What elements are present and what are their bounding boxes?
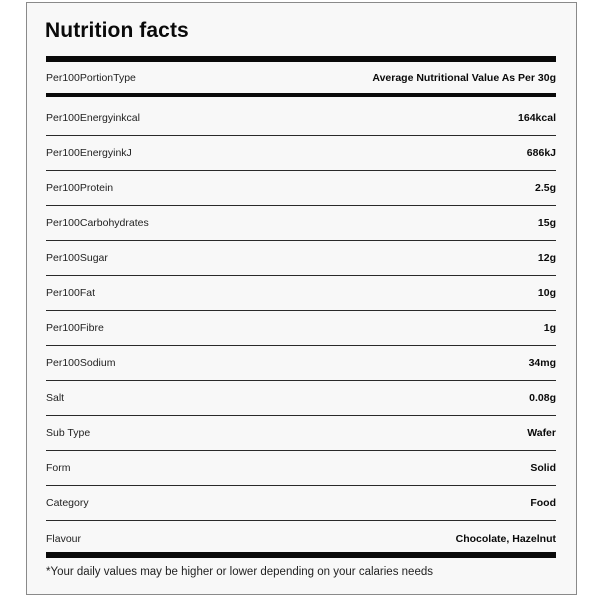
row-value: Chocolate, Hazelnut <box>455 532 556 545</box>
row-label: Per100Protein <box>46 182 114 194</box>
row-value: Wafer <box>527 427 556 439</box>
row-value: Food <box>530 497 556 509</box>
nutrition-row <box>46 451 556 486</box>
daily-values-footnote: *Your daily values may be higher or lower depending on your calaries needs <box>46 566 433 578</box>
row-label: Per100Fibre <box>46 322 104 334</box>
row-value: 15g <box>537 217 556 229</box>
nutrition-facts-panel <box>26 2 577 595</box>
portion-header-row <box>46 62 556 97</box>
nutrition-row <box>46 276 556 311</box>
row-label: Per100Fat <box>46 287 96 299</box>
nutrition-row <box>46 206 556 241</box>
row-label: Per100Carbohydrates <box>46 217 149 229</box>
row-value: 164kcal <box>518 112 556 124</box>
row-value: 34mg <box>528 357 556 369</box>
row-value: 2.5g <box>534 182 556 194</box>
nutrition-row <box>46 346 556 381</box>
nutrition-title: Nutrition facts <box>45 19 189 42</box>
row-label: Per100Sugar <box>46 252 108 264</box>
row-label: Category <box>46 497 89 509</box>
row-label: Per100EnergyinkJ <box>46 147 132 159</box>
nutrition-row <box>46 136 556 171</box>
nutrition-row <box>46 171 556 206</box>
nutrition-row <box>46 486 556 521</box>
row-label: Salt <box>46 392 65 404</box>
row-value: 686kJ <box>526 147 556 159</box>
row-label: Sub Type <box>46 427 91 439</box>
nutrition-row <box>46 381 556 416</box>
row-value: 0.08g <box>529 392 556 404</box>
nutrition-row <box>46 101 556 136</box>
row-label: Per100Sodium <box>46 357 116 369</box>
row-label: Flavour <box>46 532 82 545</box>
row-label: Form <box>46 462 71 474</box>
portion-type-label: Per100PortionType <box>46 71 136 84</box>
row-value: 1g <box>543 322 556 334</box>
nutrition-rows <box>46 101 556 556</box>
bottom-divider <box>46 552 556 558</box>
nutrition-row <box>46 241 556 276</box>
nutrition-row <box>46 416 556 451</box>
row-value: Solid <box>530 462 556 474</box>
nutrition-row <box>46 521 556 556</box>
nutrition-row <box>46 311 556 346</box>
row-value: 12g <box>537 252 556 264</box>
row-label: Per100Energyinkcal <box>46 112 140 124</box>
portion-type-value: Average Nutritional Value As Per 30g <box>372 71 556 84</box>
row-value: 10g <box>537 287 556 299</box>
